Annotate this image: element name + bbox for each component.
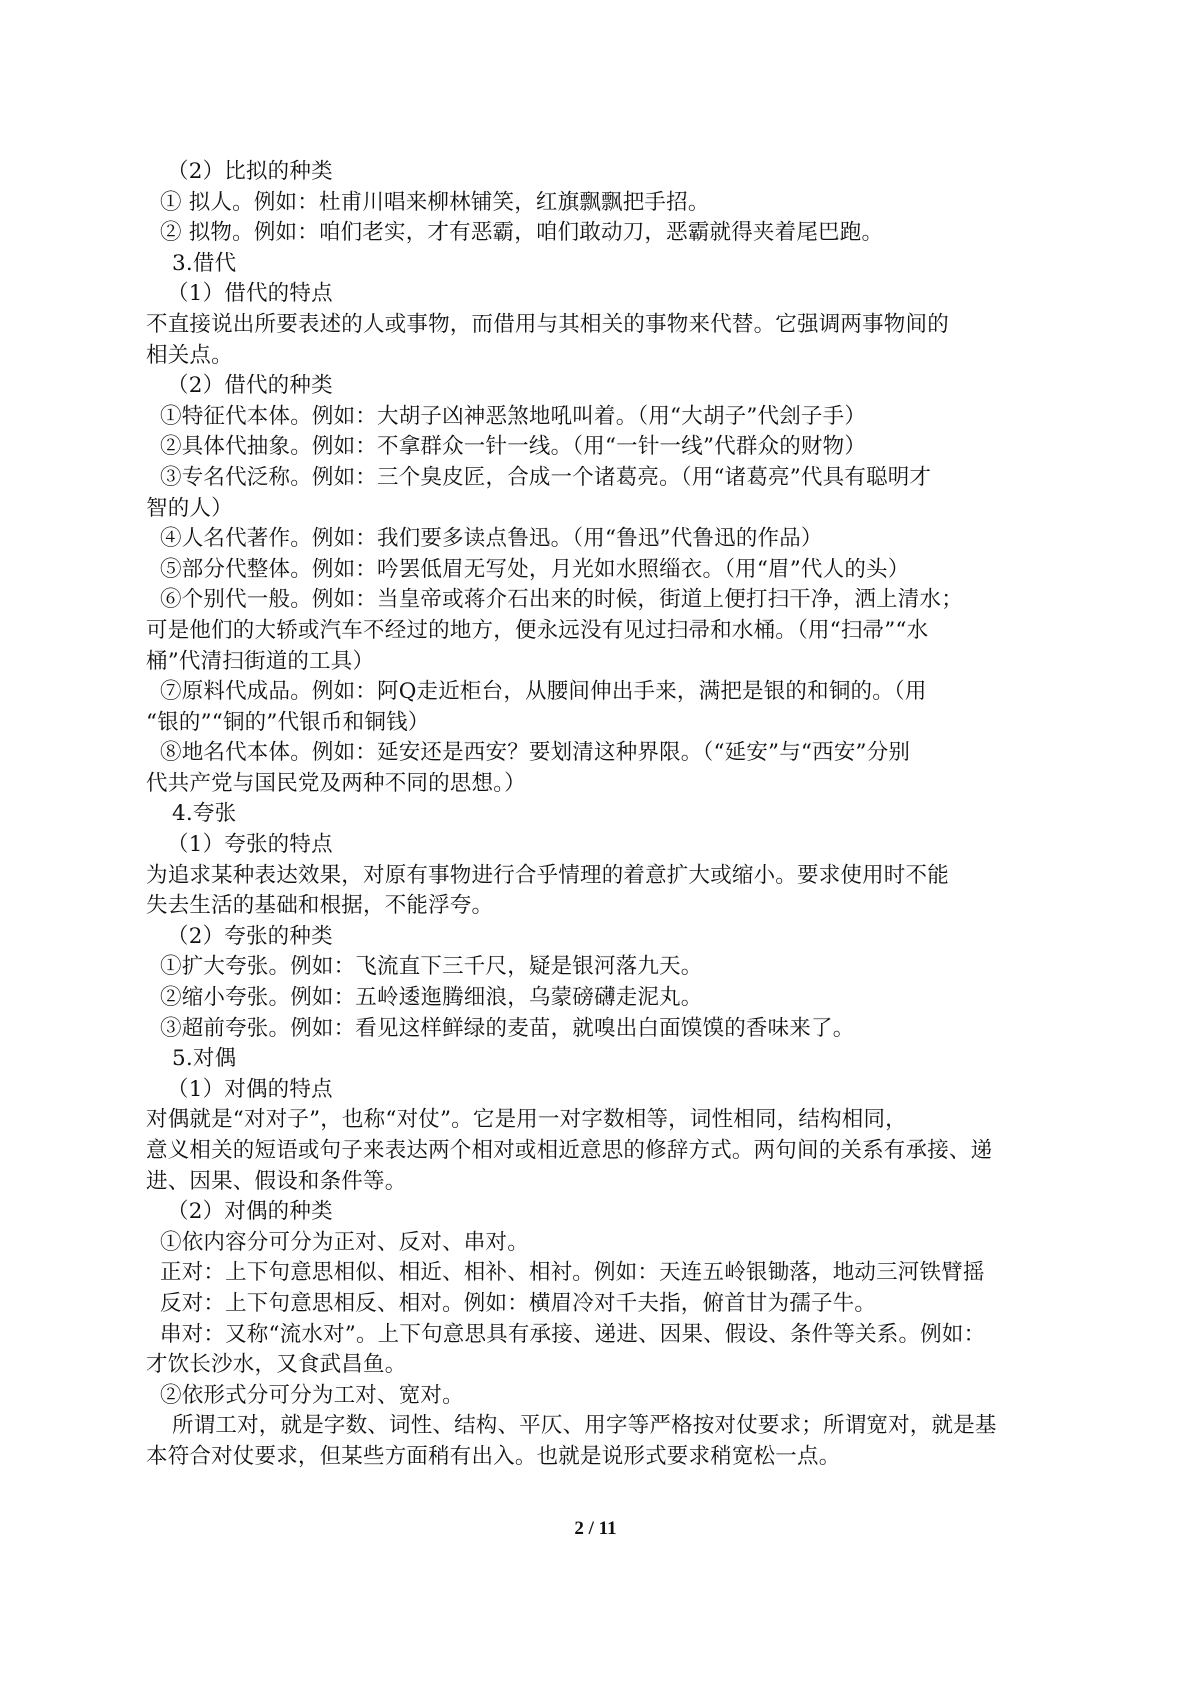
- paragraph-line: 不直接说出所要表述的人或事物，而借用与其相关的事物来代替。它强调两事物间的: [146, 311, 949, 337]
- paragraph-line: 相关点。: [146, 342, 233, 368]
- example-line: ⑧地名代本体。例如：延安还是西安？要划清这种界限。（“延安”与“西安”分别: [160, 740, 911, 766]
- example-line: ③专名代泛称。例如：三个臭皮匠，合成一个诸葛亮。（用“诸葛亮”代具有聪明才: [160, 464, 932, 490]
- example-line: ③超前夸张。例如：看见这样鲜绿的麦苗，就嗅出白面馍馍的香味来了。: [160, 1015, 855, 1041]
- example-line: 正对：上下句意思相似、相近、相补、相衬。例如：天连五岭银锄落，地动三河铁臂摇: [160, 1260, 985, 1286]
- subheading: （2）对偶的种类: [167, 1199, 333, 1225]
- paragraph-line: 智的人）: [146, 495, 233, 521]
- example-line: ④人名代著作。例如：我们要多读点鲁迅。（用“鲁迅”代鲁迅的作品）: [160, 526, 823, 552]
- section-heading: 4.夸张: [172, 801, 237, 827]
- paragraph-line: 进、因果、假设和条件等。: [146, 1168, 407, 1194]
- paragraph-line: 代共产党与国民党及两种不同的思想。）: [146, 770, 526, 796]
- example-line: ② 拟物。例如：咱们老实，才有恶霸，咱们敢动刀，恶霸就得夹着尾巴跑。: [160, 220, 884, 246]
- subheading: （2）借代的种类: [167, 373, 333, 399]
- paragraph-line: 所谓工对，就是字数、词性、结构、平仄、用字等严格按对仗要求；所谓宽对，就是基: [172, 1413, 997, 1439]
- example-line: ⑦原料代成品。例如：阿Q走近柜台，从腰间伸出手来，满把是银的和铜的。（用: [160, 679, 927, 705]
- example-line: ②缩小夸张。例如：五岭逶迤腾细浪，乌蒙磅礴走泥丸。: [160, 985, 703, 1011]
- subheading: （1）夸张的特点: [167, 832, 333, 858]
- subheading: （1）借代的特点: [167, 281, 333, 307]
- subheading: （1）对偶的特点: [167, 1076, 333, 1102]
- example-line: ②具体代抽象。例如：不拿群众一针一线。（用“一针一线”代群众的财物）: [160, 434, 867, 460]
- paragraph-line: 对偶就是“对对子”，也称“对仗”。它是用一对字数相等，词性相同，结构相同，: [146, 1107, 907, 1133]
- example-line: ①扩大夸张。例如：飞流直下三千尺，疑是银河落九天。: [160, 954, 703, 980]
- paragraph-line: 为追求某种表达效果，对原有事物进行合乎情理的着意扩大或缩小。要求使用时不能: [146, 862, 949, 888]
- subheading: （2）比拟的种类: [167, 159, 333, 184]
- example-line: ①依内容分可分为正对、反对、串对。: [160, 1229, 529, 1255]
- example-line: ①特征代本体。例如：大胡子凶神恶煞地吼叫着。（用“大胡子”代刽子手）: [160, 403, 867, 429]
- paragraph-line: 才饮长沙水，又食武昌鱼。: [146, 1352, 407, 1378]
- paragraph-line: 本符合对仗要求，但某些方面稍有出入。也就是说形式要求稍宽松一点。: [146, 1443, 841, 1469]
- page-content: [146, 157, 1046, 1473]
- example-line: ②依形式分可分为工对、宽对。: [160, 1382, 464, 1408]
- paragraph-line: “银的”“铜的”代银币和铜钱）: [146, 709, 430, 735]
- page-number: 2 / 11: [574, 1518, 617, 1539]
- example-line: 反对：上下句意思相反、相对。例如：横眉冷对千夫指，俯首甘为孺子牛。: [160, 1290, 877, 1316]
- paragraph-line: 可是他们的大轿或汽车不经过的地方，便永远没有见过扫帚和水桶。（用“扫帚”“水: [146, 617, 929, 643]
- example-line: ① 拟人。例如：杜甫川唱来柳林铺笑，红旗飘飘把手招。: [160, 189, 710, 215]
- section-heading: 5.对偶: [172, 1046, 237, 1072]
- example-line: ⑤部分代整体。例如：吟罢低眉无写处，月光如水照缁衣。（用“眉”代人的头）: [160, 556, 910, 582]
- subheading: （2）夸张的种类: [167, 923, 333, 949]
- paragraph-line: 失去生活的基础和根据，不能浮夸。: [146, 893, 494, 919]
- example-line: 串对：又称“流水对”。上下句意思具有承接、递进、因果、假设、条件等关系。例如：: [160, 1321, 986, 1347]
- paragraph-line: 桶”代清扫街道的工具）: [146, 648, 375, 674]
- example-line: ⑥个别代一般。例如：当皇帝或蒋介石出来的时候，街道上便打扫干净，洒上清水；: [160, 587, 963, 613]
- paragraph-line: 意义相关的短语或句子来表达两个相对或相近意思的修辞方式。两句间的关系有承接、递: [146, 1138, 993, 1163]
- section-heading: 3.借代: [172, 250, 237, 276]
